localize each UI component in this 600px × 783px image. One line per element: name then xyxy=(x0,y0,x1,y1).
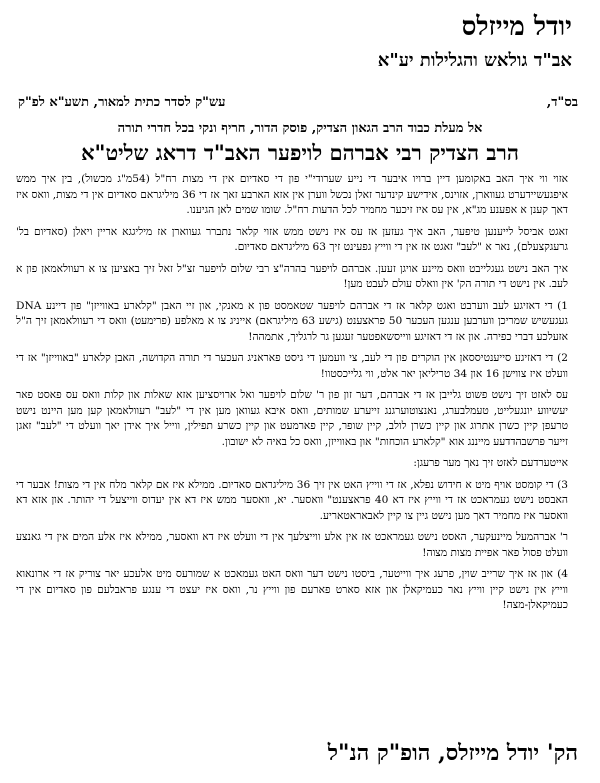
body-paragraph: זאגט אביסל לייענען טיפער, האב איך געזען אז עס איז נישט ממש אזוי קלאר נתברר געווארן אז מיליגגא אריין ויאלן (סאדיום בל' גרעגקצעלם), נאר א "לעב" זאגט אז אין די ווייץ גפעינט זיך 63 מיליגראם סאדיום. xyxy=(16,225,568,253)
bsd-heading: בס"ד, xyxy=(546,95,578,110)
body-paragraph: איך האב נישט געגלייבט וואס מיינע אויגן זעען. אברהם לויפער בהרה"צ רבי שלום לויפער זצ"ל זאל זיך באציען צו א רעוולאמאן פון א לעב. אין נישט די תורה הק' אין וואלס עולם לעבט מען! xyxy=(16,262,568,290)
date-line: עש"ק לסדר כתית למאור, תשע"א לפ"ק xyxy=(18,95,226,110)
body-paragraph: אייטערדעם לאזט זיך נאך מער פרעגן: xyxy=(413,457,568,469)
body-paragraph: עס לאזט זיך נישט פשוט גלייבן אז די אברהם, דער זון פון ר' שלום לויפער ואל ארויסציען אזא שאלות און קלות וואס עס פאסט פאר יעשיווע יונגעלייט, טעמלבערג, נאנצוטוערגנג זייערע שמותים, וואס איבא געוואן מען אין די "לעב" רעוולאמאן קען מען היינט נישט טרעפן קיין כשרן אתרוג און קיין כשרן לולב, קיין שופר, קיין פארמעט און קיין כשרע תפילין, ווייל איך אידן יאך וועלט די "לעב" זאגן זייער פרשבהדדעע מייננג אוא "קלארע הוכחות" און באווייזן, וואס כל באיה לא ישובון. xyxy=(16,389,568,448)
letter-body xyxy=(16,172,584,620)
addressee-line: אל מעלת כבוד הרב הגאון הצדיק, פוסק הדור, חריף ונקי בכל חדרי תורה xyxy=(117,121,483,136)
body-paragraph: 3) די קומסט אויף מיט א חידוש נפלא, אז די ווייץ האט אין זיך 36 מיליגראם סאדיום. ממילא איז אם קלאר מלח אין די מצות! אבער די האבסט נישט געמראכט אז די ווייץ איז דא 40 פראצענט" וואסער. יא, וואסער ממש איז דא אין יעדוס ווייצעל די יהותר. און אזא דא וואסער איז מחמיר דאך מען נישט גיין צו קיין לאבאראטאריע. xyxy=(16,478,568,522)
body-paragraph: 1) די דאזיגע לעב ווערבט ואגט קלאר אז די אברהם לויפער שטאמסט פון א מאנקי, און זיי האבן "קלארע באווייזן" פון דיינע DNA געגעשיש שמריכן ווערבען ענגען העכער 50 פראצענט (גישע 63 מיליגראם) אייניג צו א מאלפע (פרימעט) וואס די רעוולאמאן זיך ה"ל אזעלכע דברי כפירה. און אז די דאזיגע ווייסשאפטער זעגען גר לרגליך, אתמהה! xyxy=(16,299,568,343)
recipient-title: הרב הצדיק רבי אברהם לויפער האב"ד דראג שליט"א xyxy=(81,140,519,165)
signature-line: הק' יודל מייזלס, הופ"ק הנ"ל xyxy=(327,740,578,766)
body-paragraph: 2) די דאזיגע סייענטיססאן אין הוקרים פון די לעב, צי וועמען די גיסט פאראניג העכער די תורה הקדושה, האבן קלארע "באווייזן" אז די וועלט איז צווישן 16 און 34 טריליאן יאר אלט, ווי גלייכסטוו! xyxy=(16,352,568,380)
body-paragraph: 4) און אז איך שרייב שוין, פרעג איך ווייטער, ביסטו נישט דער וואס האט געמאכט א שמורעס מיט אלעכע יאר צוריק אז די ארונאוא ווייץ אין נישט קיין ווייץ נאר כעמיקאלן און אזא סארט פארעם פון ווייץ נר, וואס איז יעצט די ענגע פראבלעם פון סאדיום אין די כעמיקאלן-מצה! xyxy=(16,568,568,611)
body-paragraph: אזוי ווי איך האב באקומען דיין ברויו איבער די נייע שערודי"י פון די סאדיום אין די מצות רח"ל (54מ"ג מכשול), בין איך ממש איפגעשיידערט געווארן, אזוינס, אידישע קינדער זאלן נכשל ווערן אין אזא הארבע זאך אז די 36 מיליגראם סאדיום אין די מצות, וואס איז דאך קענן א אפענע מג"א, אין עס איז זיכער מחמיר לכל הדעות רח"ל. שומו שמים לאן הגיענו. xyxy=(16,173,569,216)
letterhead-title: אב"ד גולאש והגלילות יע"א xyxy=(377,50,572,71)
body-paragraph: ר' אברהמעל מיינעקער, האסט נישט געמראכט אז אין אלע ווייצלעך אין די וועלט איז דא וואסער, ממילא איז אלע המים אין די גאנצע וועלט פסול פאר אפיית מצות מצוה! xyxy=(16,531,568,559)
letterhead-name: יודל מייזלס xyxy=(461,12,572,42)
